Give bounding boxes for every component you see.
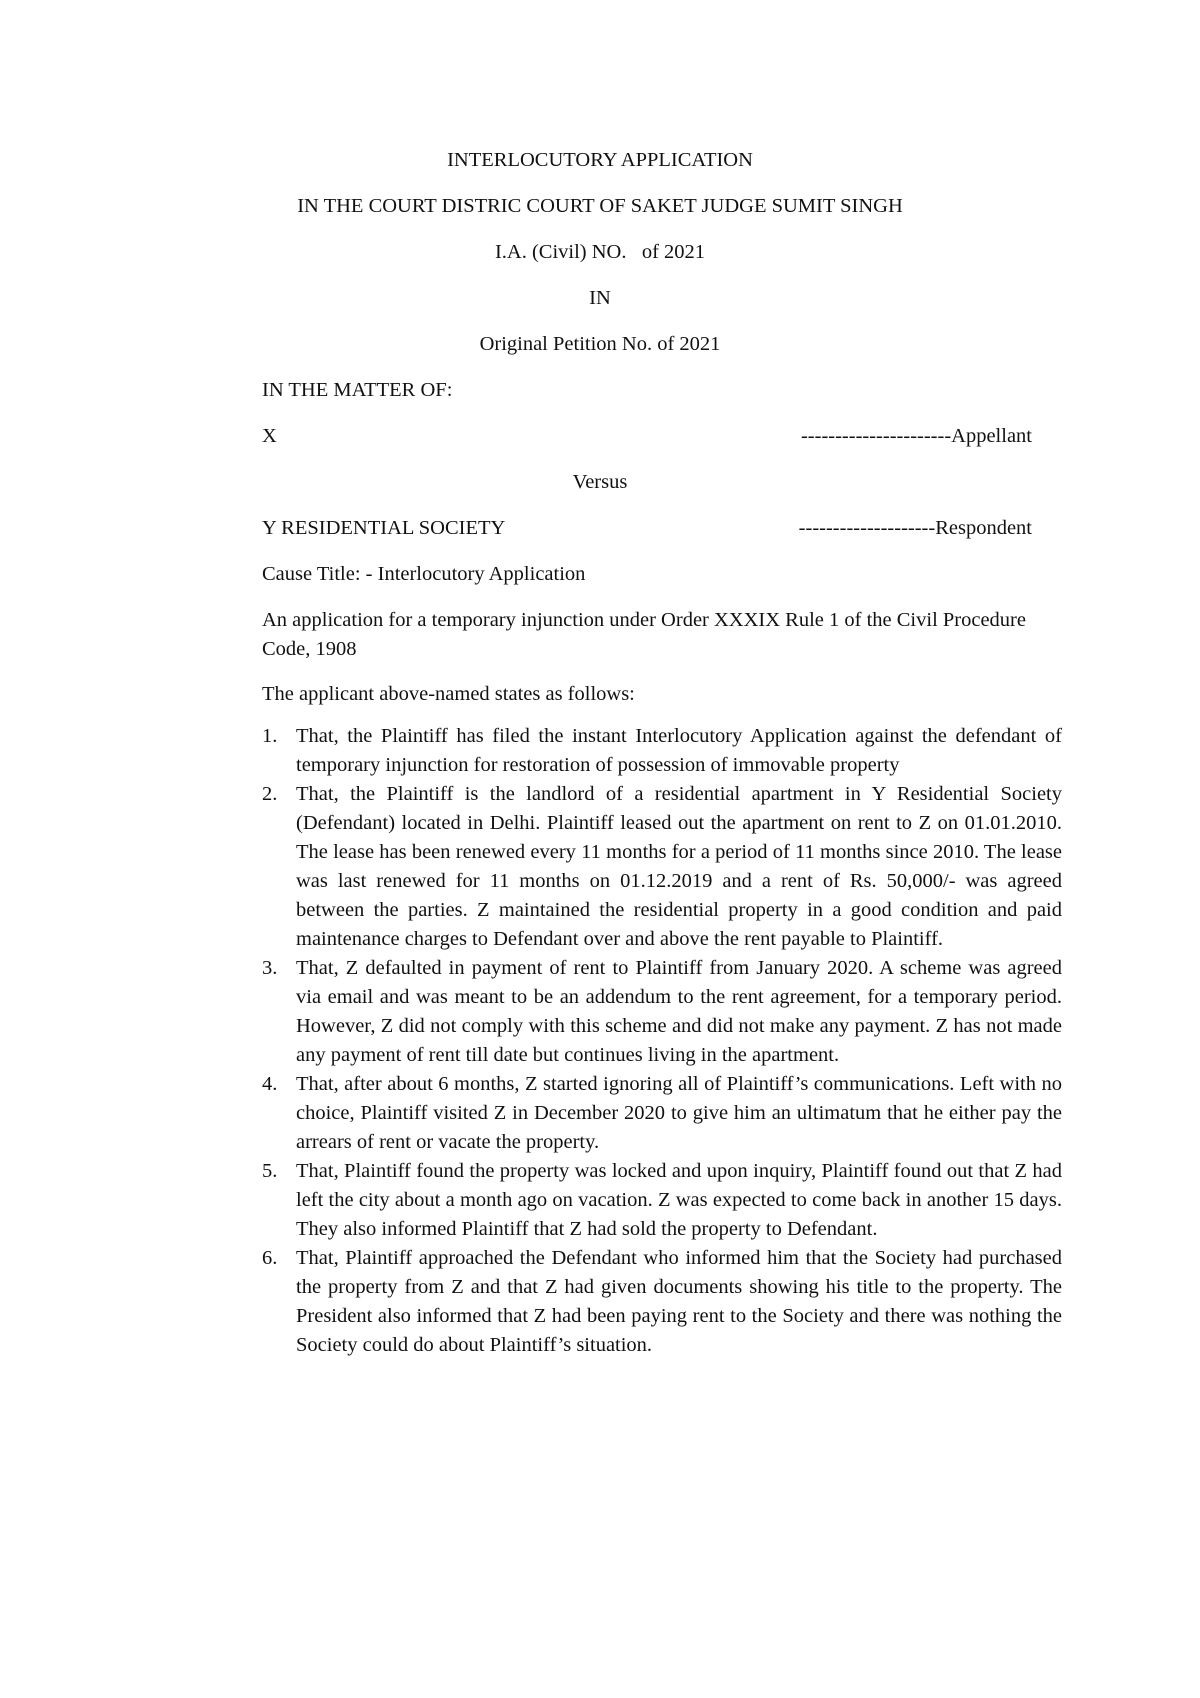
paragraph-item [262,780,1062,954]
paragraph-text: That, the Plaintiff has filed the instant Interlocutory Application against the defendant of temporary injunction for restoration of possession of immovable property [296,725,1062,776]
paragraph-number: 2. [262,783,278,805]
paragraph-item [262,1244,1062,1360]
application-description: An application for a temporary injunction under Order XXXIX Rule 1 of the Civil Procedure Code, 1908 [262,609,1026,660]
cause-title: Cause Title: - Interlocutory Application [262,563,586,585]
paragraph-item [262,722,1062,780]
numbered-paragraphs [262,722,1062,1360]
paragraph-item [262,1157,1062,1244]
paragraph-text: That, after about 6 months, Z started ignoring all of Plaintiff’s communications. Left with no choice, Plaintiff visited Z in December 2020 to give him an ultimatum that he either pay the arrears of rent or vacate the property. [296,1073,1062,1153]
petition-number: Original Petition No. of 2021 [479,333,721,355]
versus-label: Versus [572,471,628,493]
matter-label: IN THE MATTER OF: [262,379,453,401]
respondent-name: Y RESIDENTIAL SOCIETY [262,517,506,539]
paragraph-number: 4. [262,1073,278,1095]
paragraph-number: 5. [262,1160,278,1182]
paragraph-text: That, Plaintiff found the property was locked and upon inquiry, Plaintiff found out that Z had left the city about a month ago on vacation. Z was expected to come back in another 15 days. They also informed Plaintiff that Z had sold the property to Defendant. [296,1160,1062,1240]
paragraph-number: 3. [262,957,278,979]
paragraph-item [262,954,1062,1070]
ia-number: I.A. (Civil) NO. of 2021 [494,241,706,263]
appellant-role: ----------------------Appellant [800,425,1032,447]
paragraph-number: 1. [262,725,278,747]
document-title: INTERLOCUTORY APPLICATION [447,149,753,171]
paragraph-text: That, the Plaintiff is the landlord of a residential apartment in Y Residential Society (Defendant) located in Delhi. Plaintiff leased out the apartment on rent to Z on 01.01.2010. The lease has been renewed every 11 months for a period of 11 months since 2010. The lease was last renewed for 11 months on 01.12.2019 and a rent of Rs. 50,000/- was agreed between the parties. Z maintained the residential property in a good condition and paid maintenance charges to Defendant over and above the rent payable to Plaintiff. [296,783,1062,950]
court-heading: IN THE COURT DISTRIC COURT OF SAKET JUDGE SUMIT SINGH [297,195,903,217]
paragraph-item [262,1070,1062,1157]
paragraph-text: That, Plaintiff approached the Defendant who informed him that the Society had purchased the property from Z and that Z had given documents showing his title to the property. The President also informed that Z had been paying rent to the Society and there was nothing the Society could do about Plaintiff’s situation. [296,1247,1062,1356]
paragraph-text: That, Z defaulted in payment of rent to Plaintiff from January 2020. A scheme was agreed via email and was meant to be an addendum to the rent agreement, for a temporary period. However, Z did not comply with this scheme and did not make any payment. Z has not made any payment of rent till date but continues living in the apartment. [296,957,1062,1066]
paragraph-number: 6. [262,1247,278,1269]
intro-statement: The applicant above-named states as follows: [262,683,635,705]
respondent-role: --------------------Respondent [798,517,1032,539]
in-label: IN [589,287,611,309]
appellant-name: X [262,425,277,447]
